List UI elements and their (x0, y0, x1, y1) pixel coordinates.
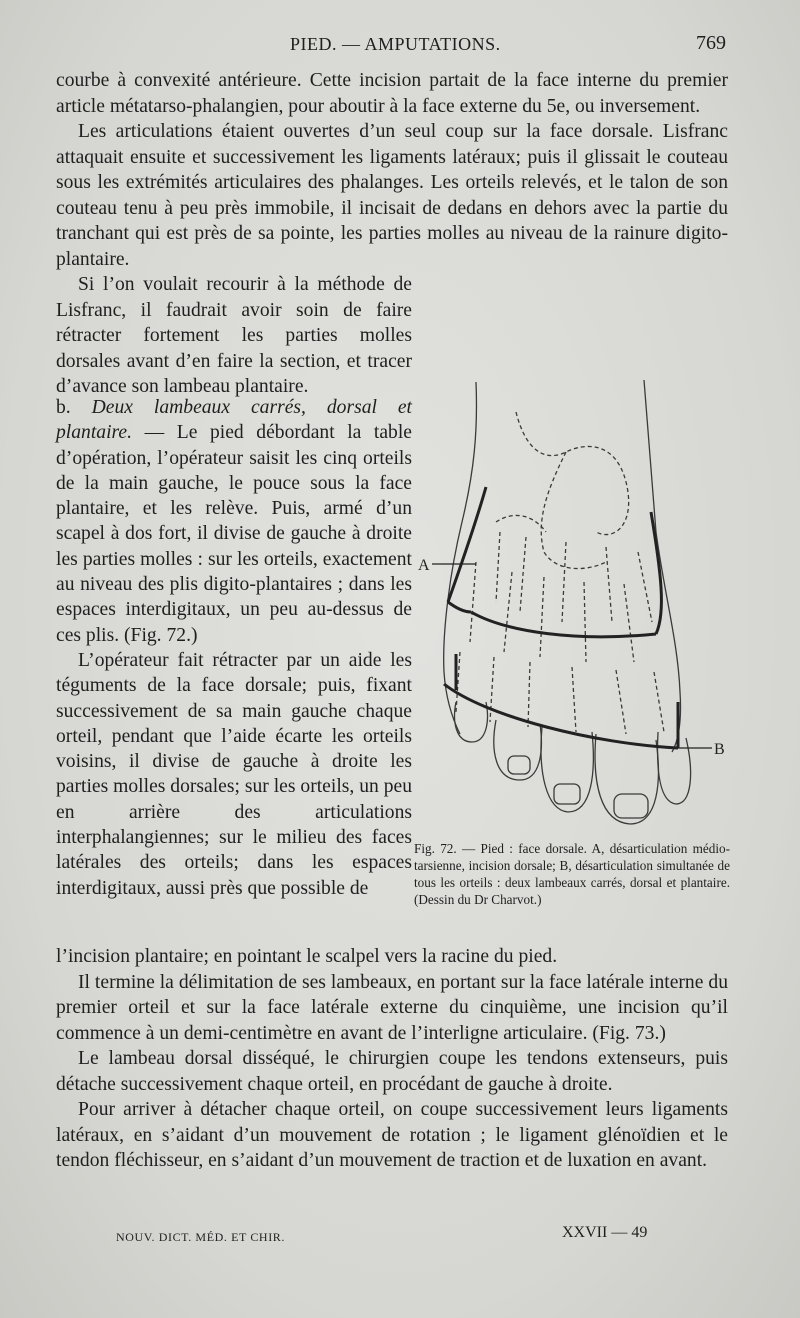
section-marker: b. (56, 397, 71, 418)
paragraph: Si l’on voulait recourir à la méthode de Lisfranc, il faudrait avoir soin de faire rétracter fortement les parties molles dorsales avant d’en faire la section, et tracer d’avance son lambeau plantaire. (56, 274, 412, 397)
paragraph: Pour arriver à détacher chaque orteil, on coupe successivement leurs ligaments latéraux, en s’aidant d’un mouvement de rotation ; le ligament glénoïdien et le tendon fléchisseur, en s’aidant d’un mouvement de traction et de luxation en avant. (56, 1099, 728, 1171)
figure-label-a: A (418, 557, 430, 574)
page-number: 769 (696, 32, 726, 54)
footer-volume-mark: XXVII — 49 (562, 1224, 648, 1241)
paragraph: courbe à convexité antérieure. Cette incision partait de la face interne du premier article métatarso-phalangien, pour aboutir à la face externe du 5e, ou inversement. (56, 70, 728, 117)
running-header (56, 28, 726, 58)
body-text-bottom (56, 944, 728, 1174)
page-footer (56, 1222, 728, 1246)
paragraph: l’incision plantaire; en pointant le scalpel vers la racine du pied. (56, 946, 558, 967)
running-title: PIED. — AMPUTATIONS. (290, 34, 501, 54)
foot-figure (416, 372, 736, 842)
paragraph: Les articulations étaient ouvertes d’un seul coup sur la face dorsale. Lisfranc attaquait ensuite et successivement les ligaments latéraux; puis il glissait le couteau sous les extrémités articulaires des phalanges. Les orteils relevés, et le talon de son couteau tenu à peu près immobile, il incisait de dedans en dehors avec la partie du tranchant qui est près de sa pointe, les parties molles au niveau de la rainure digito-plantaire. (56, 121, 728, 270)
body-text-top (56, 68, 728, 400)
paragraph: Le lambeau dorsal disséqué, le chirurgien coupe les tendons extenseurs, puis détache successivement chaque orteil, en procédant de gauche à droite. (56, 1048, 728, 1095)
section-title: Deux lambeaux carrés, dorsal et plantaire. (56, 397, 412, 444)
figure-label-b: B (714, 741, 725, 758)
section-text: — Le pied débordant la table d’opération, l’opérateur saisit les cinq orteils de la main gauche, le pouce sous la face plantaire, et les relève. Puis, armé d’un scapel à dos fort, il divise de gauche à droite les parties molles : sur les orteils, exactement au niveau des plis digito-plantaires ; dans les espaces interdigitaux, un peu au-dessus de ces plis. (Fig. 72.) (56, 422, 412, 646)
footer-signature: NOUV. DICT. MÉD. ET CHIR. (116, 1230, 286, 1244)
paragraph: L’opérateur fait rétracter par un aide les téguments de la face dorsale; puis, fixant successivement de sa main gauche chaque orteil, pendant que l’aide écarte les orteils voisins, il divise de gauche à droite les parties molles dorsales; sur les orteils, un peu en arrière des articulations interphalangiennes; sur le milieu des faces latérales des orteils; dans les espaces interdigitaux, aussi près que possible de (56, 649, 412, 899)
wrapped-text-column (56, 395, 412, 901)
section-b-paragraph (56, 395, 412, 648)
foot-dorsal-illustration (416, 372, 736, 842)
figure-caption: Fig. 72. — Pied : face dorsale. A, désarticulation médio-tarsienne, incision dorsale; B, désarticulation simultanée de tous les orteils : deux lambeaux carrés, dorsal et plantaire. (Dessin du Dr Charvot.) (414, 841, 730, 907)
paragraph: Il termine la délimitation de ses lambeaux, en portant sur la face latérale interne du premier orteil et sur la face latérale externe du cinquième, une incision qu’il commence à un demi-centimètre en avant de l’interligne articulaire. (Fig. 73.) (56, 971, 728, 1044)
